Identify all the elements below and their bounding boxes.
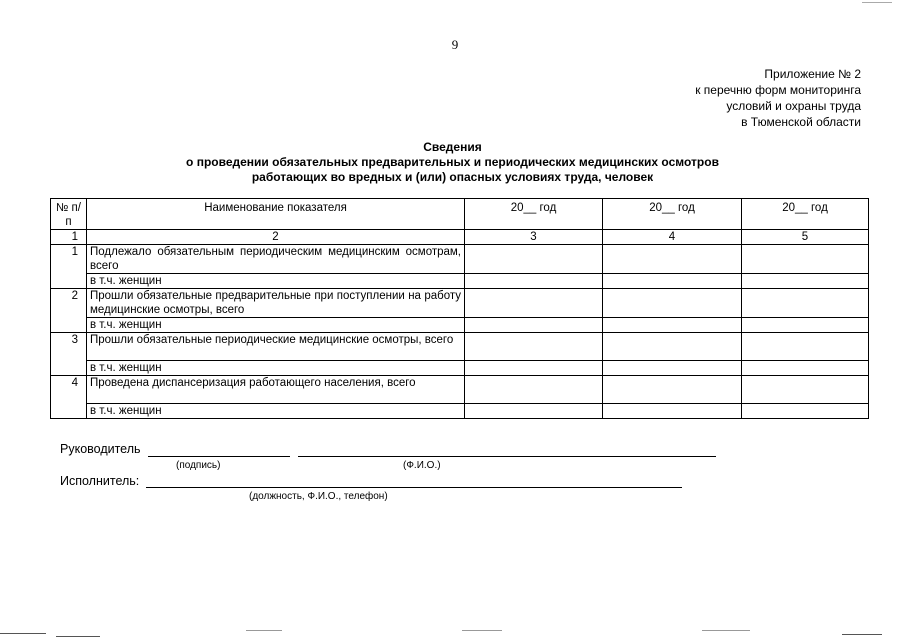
row-sublabel: в т.ч. женщин — [87, 318, 465, 333]
appendix-line-1: Приложение № 2 — [764, 67, 861, 81]
value-cell[interactable] — [603, 289, 742, 318]
value-cell[interactable] — [742, 245, 869, 274]
appendix-line-3: условий и охраны труда — [726, 99, 861, 113]
column-index-cell: 1 — [51, 230, 87, 245]
value-cell[interactable] — [465, 318, 603, 333]
table-row — [51, 333, 869, 361]
scan-artifact — [246, 630, 282, 631]
row-label: Прошли обязательные предварительные при поступлении на работу медицинские осмотры, всего — [87, 289, 465, 318]
document-title — [0, 140, 905, 185]
appendix-line-2: к перечню форм мониторинга — [695, 83, 861, 97]
value-cell[interactable] — [603, 376, 742, 404]
row-label: Проведена диспансеризация работающего населения, всего — [87, 376, 465, 404]
header-indicator-name: Наименование показателя — [87, 199, 465, 230]
row-label: Прошли обязательные периодические медицинские осмотры, всего — [87, 333, 465, 361]
table-subrow — [51, 274, 869, 289]
page-number: 9 — [451, 37, 459, 52]
column-index-cell: 3 — [465, 230, 603, 245]
value-cell[interactable] — [465, 404, 603, 419]
value-cell[interactable] — [742, 274, 869, 289]
column-index-cell: 2 — [87, 230, 465, 245]
table-row — [51, 245, 869, 274]
value-cell[interactable] — [465, 361, 603, 376]
table-row — [51, 289, 869, 318]
head-signature-line[interactable] — [148, 456, 290, 457]
row-number: 3 — [51, 333, 87, 376]
header-number: № п/п — [51, 199, 87, 230]
title-line-2: о проведении обязательных предварительных и периодических медицинских осмотров — [186, 155, 719, 169]
title-line-3: работающих во вредных и (или) опасных условиях труда, человек — [251, 170, 654, 184]
value-cell[interactable] — [465, 376, 603, 404]
value-cell[interactable] — [603, 361, 742, 376]
value-cell[interactable] — [603, 274, 742, 289]
scan-artifact — [842, 634, 882, 635]
table-subrow — [51, 318, 869, 333]
scan-artifact — [0, 633, 46, 634]
row-number: 1 — [51, 245, 87, 289]
header-year-2: 20__ год — [603, 199, 742, 230]
row-number: 2 — [51, 289, 87, 333]
value-cell[interactable] — [742, 404, 869, 419]
value-cell[interactable] — [742, 361, 869, 376]
value-cell[interactable] — [603, 318, 742, 333]
column-index-row — [51, 230, 869, 245]
scan-artifact — [702, 630, 750, 631]
value-cell[interactable] — [465, 333, 603, 361]
scan-artifact — [862, 2, 892, 3]
value-cell[interactable] — [465, 245, 603, 274]
executor-label: Исполнитель: — [60, 474, 140, 488]
appendix-note — [695, 66, 861, 130]
value-cell[interactable] — [603, 245, 742, 274]
head-name-hint: (Ф.И.О.) — [403, 460, 441, 471]
table-subrow — [51, 404, 869, 419]
table-subrow — [51, 361, 869, 376]
executor-hint: (должность, Ф.И.О., телефон) — [249, 491, 388, 502]
head-signature-hint: (подпись) — [176, 460, 221, 471]
row-sublabel: в т.ч. женщин — [87, 404, 465, 419]
value-cell[interactable] — [742, 376, 869, 404]
column-index-cell: 5 — [742, 230, 869, 245]
table-header-row — [51, 199, 869, 230]
scan-artifact — [462, 630, 502, 631]
row-label: Подлежало обязательным периодическим медицинским осмотрам, всего — [87, 245, 465, 274]
row-number: 4 — [51, 376, 87, 419]
header-year-1: 20__ год — [465, 199, 603, 230]
value-cell[interactable] — [465, 274, 603, 289]
title-line-1: Сведения — [423, 140, 482, 154]
appendix-line-4: в Тюменской области — [741, 115, 861, 129]
row-sublabel: в т.ч. женщин — [87, 274, 465, 289]
value-cell[interactable] — [742, 333, 869, 361]
value-cell[interactable] — [742, 318, 869, 333]
row-sublabel: в т.ч. женщин — [87, 361, 465, 376]
scan-artifact — [56, 636, 100, 637]
header-year-3: 20__ год — [742, 199, 869, 230]
head-name-line[interactable] — [298, 456, 716, 457]
report-table — [50, 198, 869, 419]
value-cell[interactable] — [465, 289, 603, 318]
column-index-cell: 4 — [603, 230, 742, 245]
head-label: Руководитель — [60, 442, 141, 456]
value-cell[interactable] — [603, 404, 742, 419]
table-row — [51, 376, 869, 404]
value-cell[interactable] — [603, 333, 742, 361]
value-cell[interactable] — [742, 289, 869, 318]
executor-line[interactable] — [146, 487, 682, 488]
